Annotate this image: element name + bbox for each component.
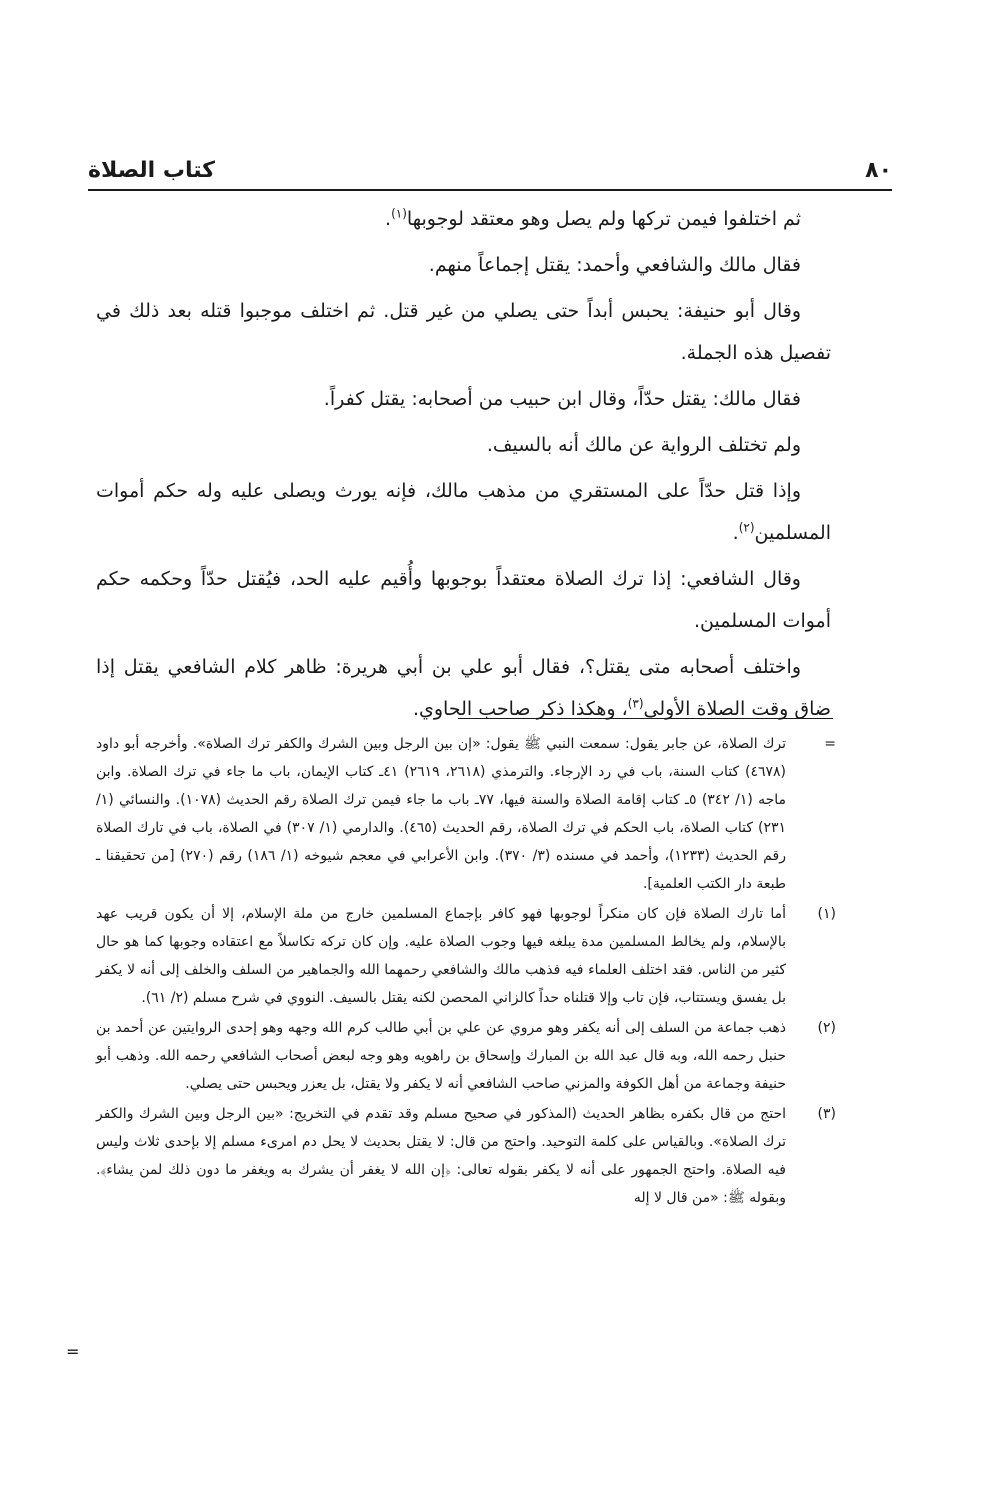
paragraph-1-end: .: [385, 208, 392, 230]
paragraph-2: فقال مالك والشافعي وأحمد: يقتل إجماعاً منهم.: [428, 254, 801, 276]
footnote-1: [96, 900, 836, 1012]
page-header: [88, 148, 892, 188]
paragraph-6-end: .: [732, 522, 739, 544]
continuation-mark: =: [66, 1342, 80, 1361]
footnote-text: أما تارك الصلاة فإن كان منكراً لوجوبها فهو كافر بإجماع المسلمين خارج من ملة الإسلام، إلا أن يكون قريب عهد بالإسلام، ولم يخالط المسلمين مدة يبلغه فيها وجوب الصلاة عليه. وإن كان تركه تكاسلاً مع اعتقاده وجوبها كما هو حال كثير من الناس. فقد اختلف العلماء فيه فذهب مالك والشافعي رحمهما الله والجماهير من السلف والخلف إلى أنه لا يكفر بل يفسق ويستتاب، فإن تاب وإلا قتلناه حداً كالزاني المحصن لكنه يقتل بالسيف. النووي في شرح مسلم (٢/ ٦١).: [96, 906, 786, 1006]
paragraph-1: [96, 198, 831, 240]
running-title: كتاب الصلاة: [88, 158, 215, 183]
footnote-marker: (١): [817, 906, 836, 922]
footnote-ref-1[interactable]: (١): [391, 206, 407, 221]
footnote-3: [96, 1100, 836, 1212]
paragraph-4: فقال مالك: يقتل حدّاً، وقال ابن حبيب من أصحابه: يقتل كفراً.: [323, 388, 801, 410]
footnote-ref-2[interactable]: (٢): [738, 520, 755, 535]
footnote-text: ترك الصلاة، عن جابر يقول: سمعت النبي ﷺ يقول: «إن بين الرجل وبين الشرك والكفر ترك الصلاة». وأخرجه أبو داود (٤٦٧٨) كتاب السنة، باب في رد الإرجاء. والترمذي (٢٦١٨، ٢٦١٩) ٤١ـ كتاب الإيمان، باب ما جاء في ترك الصلاة. وابن ماجه (١/ ٣٤٢) ٥ـ كتاب إقامة الصلاة والسنة فيها، ٧٧ـ باب ما جاء فيمن ترك الصلاة رقم الحديث (١٠٧٨). والنسائي (١/ ٢٣١) كتاب الصلاة، باب الحكم في ترك الصلاة، رقم الحديث (٤٦٥). والدارمي (١/ ٣٠٧) في الصلاة، باب في تارك الصلاة رقم الحديث (١٢٣٣)، وأحمد في مسنده (٣/ ٣٧٠). وابن الأعرابي في معجم شيوخه (١/ ١٨٦) رقم (٢٧٠) [من تحقيقنا ـ طبعة دار الكتب العلمية].: [96, 736, 787, 892]
header-rule: [88, 189, 892, 191]
paragraph-7: وقال الشافعي: إذا ترك الصلاة معتقداً بوجوبها وأُقيم عليه الحد، فيُقتل حدّاً وحكمه حكم أموات المسلمين.: [96, 568, 831, 632]
paragraph-8-text: واختلف أصحابه متى يقتل؟، فقال أبو علي بن أبي هريرة: ظاهر كلام الشافعي يقتل إذا ضاق وقت الصلاة الأولى: [96, 656, 831, 720]
paragraph-5: ولم تختلف الرواية عن مالك أنه بالسيف.: [486, 434, 801, 456]
footnote-marker: (٣): [817, 1106, 836, 1122]
page-number: ٨٠: [865, 158, 892, 183]
footnote-2: [96, 1014, 836, 1098]
footnotes: [96, 730, 836, 1214]
footnote-text: ذهب جماعة من السلف إلى أنه يكفر وهو مروي عن علي بن أبي طالب كرم الله وجهه وهو إحدى الروايتين عن أحمد بن حنبل رحمه الله، وبه قال عبد الله بن المبارك وإسحاق بن راهويه وهو وجه لبعض أصحاب الشافعي رحمه الله. وذهب أبو حنيفة وجماعة من أهل الكوفة والمزني صاحب الشافعي أنه لا يكفر ولا يقتل، بل يعزر ويحبس حتى يصلي.: [96, 1020, 786, 1092]
paragraph-8-end: ، وهكذا ذكر صاحب الحاوي.: [412, 698, 628, 720]
footnote-separator: [458, 718, 833, 719]
footnote-marker: (٢): [817, 1020, 836, 1036]
footnote-text: احتج من قال بكفره بظاهر الحديث (المذكور في صحيح مسلم وقد تقدم في التخريج: «بين الرجل وبين الشرك والكفر ترك الصلاة». وبالقياس على كلمة التوحيد. واحتج من قال: لا يقتل بحديث لا يحل دم امرىء مسلم إلا بإحدى ثلاث وليس فيه الصلاة. واحتج الجمهور على أنه لا يكفر بقوله تعالى: ﴿إن الله لا يغفر أن يشرك به ويغفر ما دون ذلك لمن يشاء﴾. وبقوله ﷺ: «من قال لا إله: [96, 1106, 786, 1206]
footnote-ref-3[interactable]: (٣): [627, 696, 644, 711]
paragraph-6-text: وإذا قتل حدّاً على المستقري من مذهب مالك، فإنه يورث ويصلى عليه وله حكم أموات المسلمين: [96, 480, 831, 544]
paragraph-6: [96, 470, 831, 554]
paragraph-3: وقال أبو حنيفة: يحبس أبداً حتى يصلي من غير قتل. ثم اختلف موجبوا قتله بعد ذلك في تفصيل هذه الجملة.: [96, 300, 831, 364]
main-text: [96, 198, 831, 734]
footnote-marker: =: [824, 736, 836, 752]
footnote-continued: [96, 730, 836, 898]
paragraph-1-text: ثم اختلفوا فيمن تركها ولم يصل وهو معتقد لوجوبها: [406, 208, 801, 230]
